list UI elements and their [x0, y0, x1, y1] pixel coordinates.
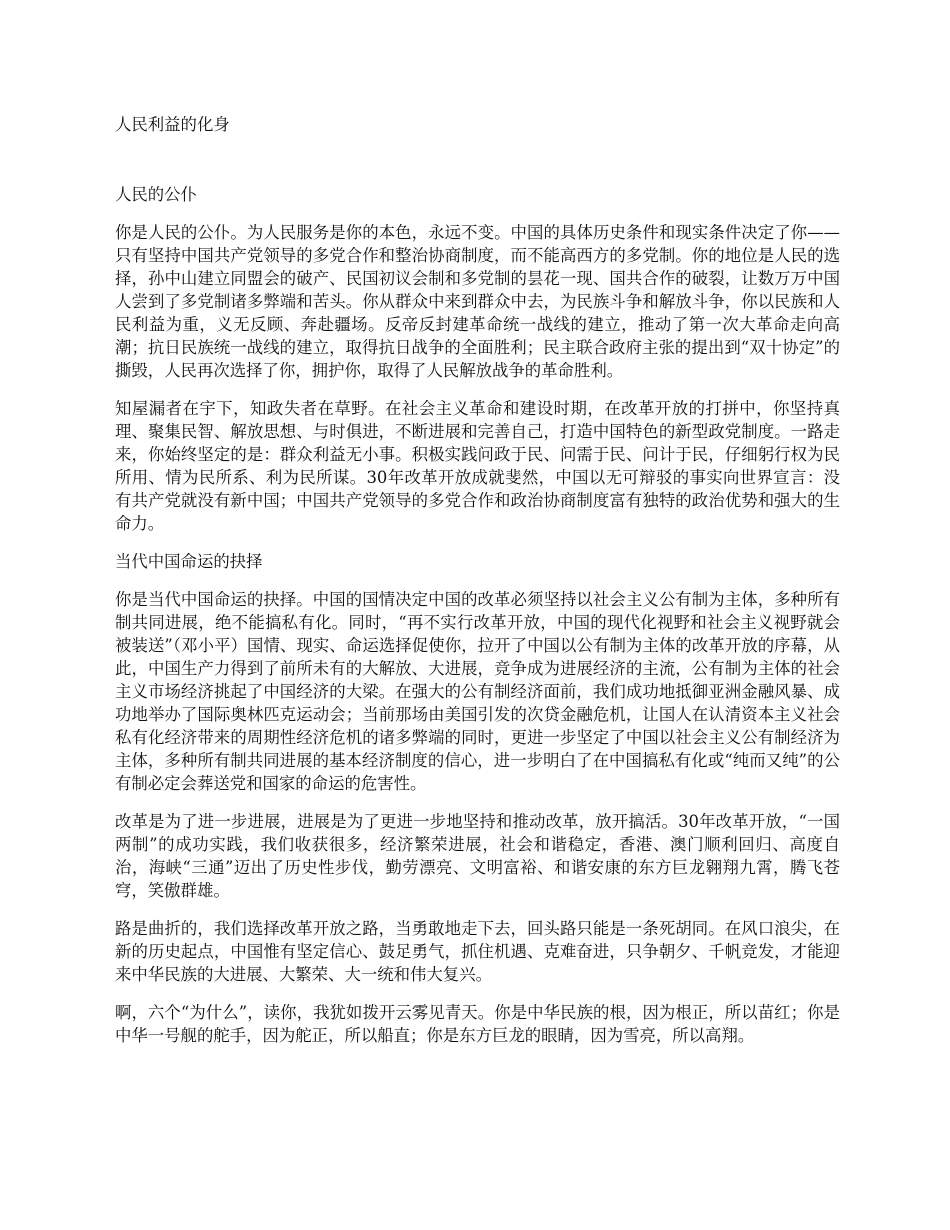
paragraph: 改革是为了进一步进展，进展是为了更进一步地坚持和推动改革，放开搞活。30年改革开放，“一国两制”的成功实践，我们收获很多，经济繁荣进展，社会和谐稳定，香港、澳门顺利回归、高度自治，海峡“三通”迈出了历史性步伐，勤劳漂亮、文明富裕、和谐安康的东方巨龙翱翔九霄，腾飞苍穹，笑傲群雄。 — [115, 812, 840, 900]
paragraph: 路是曲折的，我们选择改革开放之路，当勇敢地走下去，回头路只能是一条死胡同。在风口浪尖，在新的历史起点，中国惟有坚定信心、鼓足勇气，抓住机遇、克难奋进，只争朝夕、千帆竞发，才能迎来中华民族的大进展、大繁荣、大一统和伟大复兴。 — [115, 919, 840, 984]
section-heading-china-destiny: 当代中国命运的抉择 — [115, 552, 263, 571]
spacer — [115, 382, 840, 397]
document-title: 人民利益的化身 — [115, 115, 230, 134]
paragraph: 知屋漏者在宇下，知政失者在草野。在社会主义革命和建设时期，在改革开放的打拼中，你坚持真理、聚集民智、解放思想、与时俱进，不断进展和完善自己，打造中国特色的新型政党制度。一路走来，你始终坚定的是：群众利益无小事。积极实践问政于民、问需于民、问计于民，仔细躬行权为民所用、情为民所系、利为民所谋。30年改革开放成就斐然，中国以无可辩驳的事实向世界宣言：没有共产党就没有新中国；中国共产党领导的多党合作和政治协商制度富有独特的政治优势和强大的生命力。 — [115, 399, 840, 533]
spacer — [115, 902, 840, 917]
section-heading-public-servant: 人民的公仆 — [115, 185, 197, 204]
paragraph: 你是当代中国命运的抉择。中国的国情决定中国的改革必须坚持以社会主义公有制为主体，多种所有制共同进展，绝不能搞私有化。同时，“再不实行改革开放，中国的现代化视野和社会主义视野就会被装送”（邓小平）国情、现实、命运选择促使你，拉开了中国以公有制为主体的改革开放的序幕，从此，中国生产力得到了前所未有的大解放、大进展，竞争成为进展经济的主流，公有制为主体的社会主义市场经济挑起了中国经济的大梁。在强大的公有制经济面前，我们成功地抵御亚洲金融风暴、成功地举办了国际奥林匹克运动会；当前那场由美国引发的次贷金融危机，让国人在认清资本主义社会私有化经济带来的周期性经济危机的诸多弊端的同时，更进一步坚定了中国以社会主义公有制经济为主体，多种所有制共同进展的基本经济制度的信心，进一步明白了在中国搞私有化或“纯而又纯”的公有制必定会葬送党和国家的命运的危害性。 — [115, 590, 840, 793]
spacer — [115, 573, 840, 588]
spacer — [115, 136, 840, 183]
paragraph: 啊，六个“为什么”，读你，我犹如拨开云雾见青天。你是中华民族的根，因为根正，所以苗红；你是中华一号舰的舵手，因为舵正，所以船直；你是东方巨龙的眼睛，因为雪亮，所以高翔。 — [115, 1003, 840, 1045]
document-page — [115, 113, 840, 1047]
spacer — [115, 206, 840, 221]
spacer — [115, 535, 840, 550]
paragraph: 你是人民的公仆。为人民服务是你的本色，永远不变。中国的具体历史条件和现实条件决定了你——只有坚持中国共产党领导的多党合作和整治协商制度，而不能高西方的多党制。你的地位是人民的选择，孙中山建立同盟会的破产、民国初议会制和多党制的昙花一现、国共合作的破裂，让数万万中国人尝到了多党制诸多弊端和苦头。你从群众中来到群众中去，为民族斗争和解放斗争，你以民族和人民利益为重，义无反顾、奔赴疆场。反帝反封建革命统一战线的建立，推动了第一次大革命走向高潮；抗日民族统一战线的建立，取得抗日战争的全面胜利；民主联合政府主张的提出到“双十协定”的撕毁，人民再次选择了你，拥护你，取得了人民解放战争的革命胜利。 — [115, 223, 840, 380]
spacer — [115, 795, 840, 810]
spacer — [115, 986, 840, 1001]
